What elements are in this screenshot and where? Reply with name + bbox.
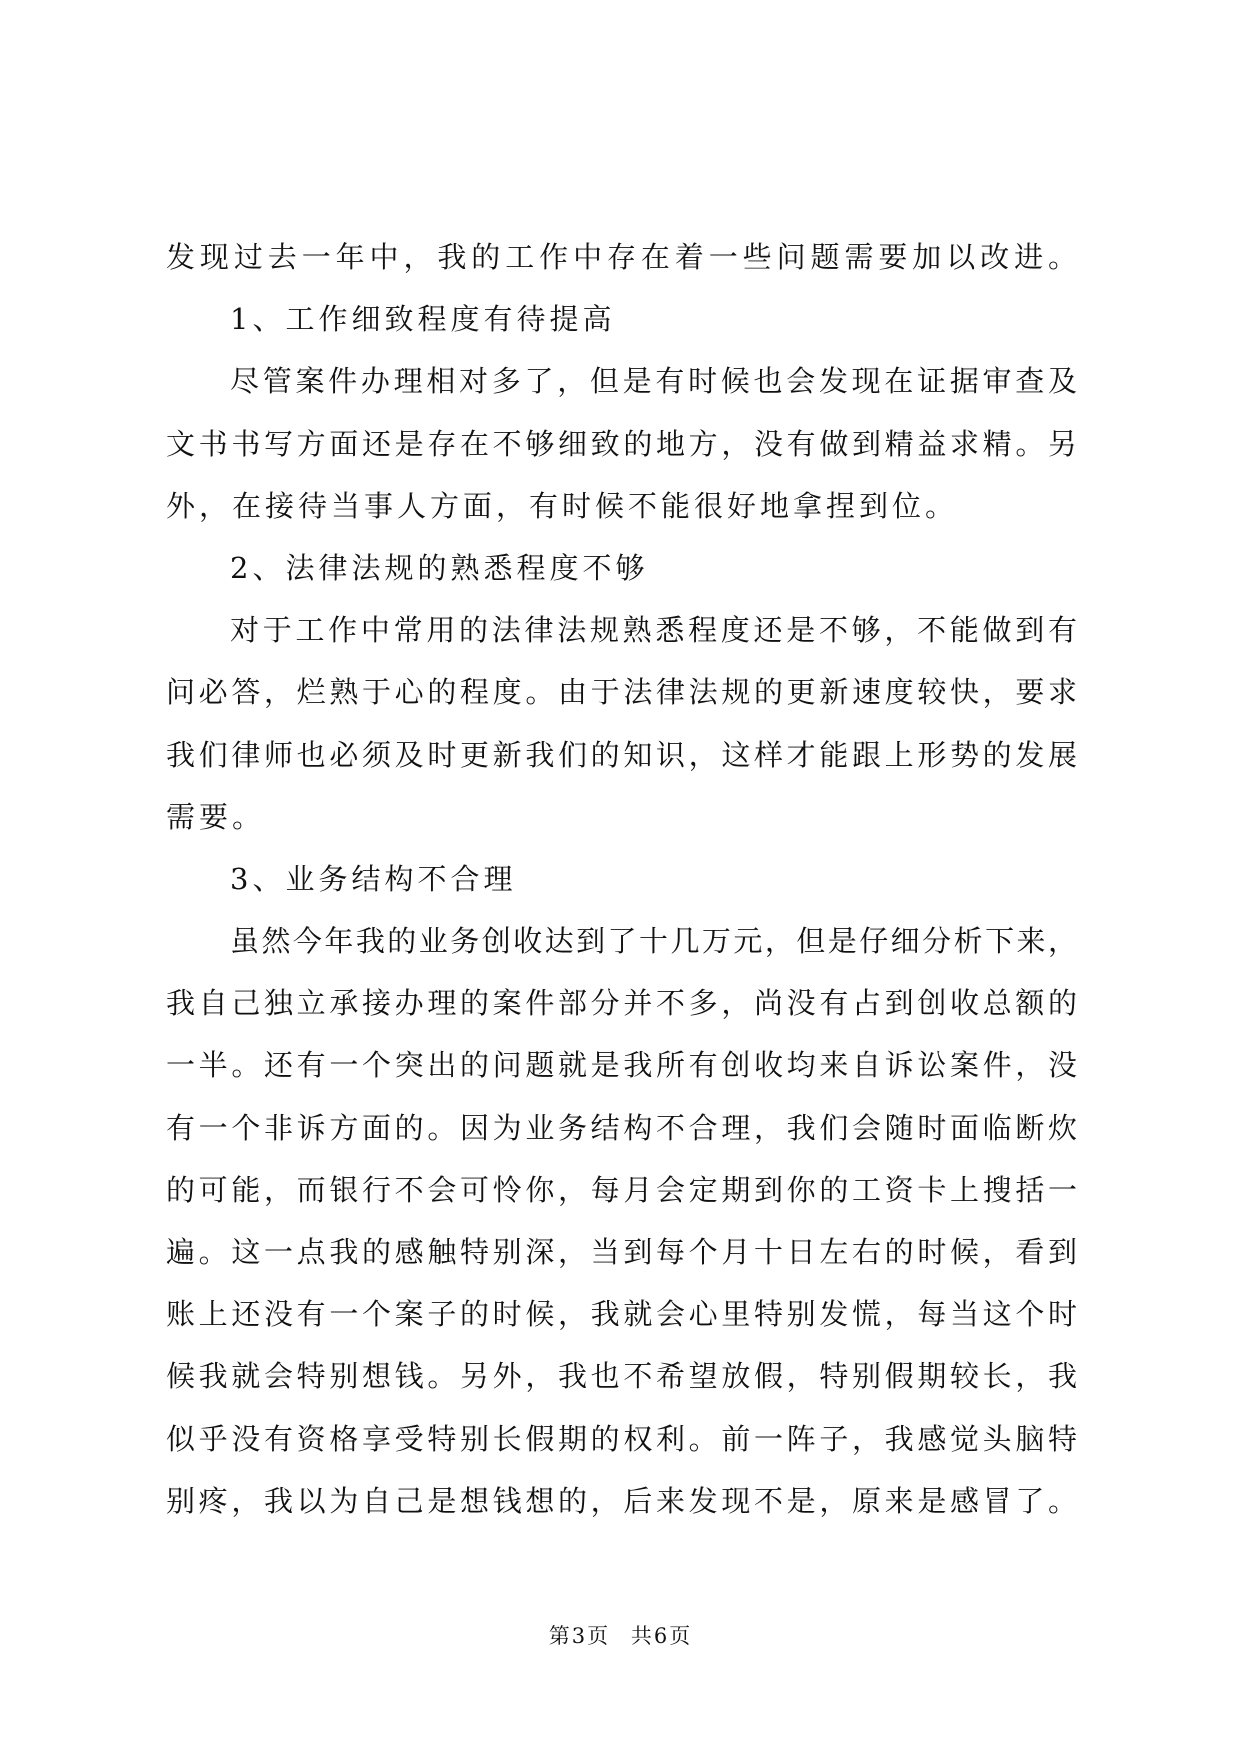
text-line: 候我就会特别想钱。另外，我也不希望放假，特别假期较长，我 [166, 1359, 1078, 1394]
text-line: 对于工作中常用的法律法规熟悉程度还是不够，不能做到有 [230, 613, 1078, 648]
text-line: 账上还没有一个案子的时候，我就会心里特别发慌，每当这个时 [166, 1297, 1078, 1332]
text-line: 虽然今年我的业务创收达到了十几万元，但是仔细分析下来， [230, 924, 1078, 959]
text-line: 遍。这一点我的感触特别深，当到每个月十日左右的时候，看到 [166, 1235, 1078, 1269]
text-line: 的可能，而银行不会可怜你，每月会定期到你的工资卡上搜括一 [166, 1172, 1078, 1207]
text-line: 问必答，烂熟于心的程度。由于法律法规的更新速度较快，要求 [166, 675, 1078, 710]
text-line: 有一个非诉方面的。因为业务结构不合理，我们会随时面临断炊 [166, 1110, 1078, 1145]
text-line: 需要。 [166, 799, 266, 834]
section-heading: 2、法律法规的熟悉程度不够 [230, 550, 649, 585]
text-line: 别疼，我以为自己是想钱想的，后来发现不是，原来是感冒了。 [166, 1483, 1078, 1518]
text-line: 我们律师也必须及时更新我们的知识，这样才能跟上形势的发展 [166, 737, 1078, 772]
text-line: 一半。还有一个突出的问题就是我所有创收均来自诉讼案件，没 [166, 1048, 1078, 1083]
text-line: 似乎没有资格享受特别长假期的权利。前一阵子，我感觉头脑特 [166, 1421, 1078, 1456]
page-total: 共6页 [630, 1624, 693, 1648]
document-body [166, 232, 1078, 1538]
text-line: 发现过去一年中，我的工作中存在着一些问题需要加以改进。 [166, 240, 1078, 274]
text-line: 尽管案件办理相对多了，但是有时候也会发现在证据审查及 [230, 364, 1078, 399]
text-line: 文书书写方面还是存在不够细致的地方，没有做到精益求精。另 [166, 426, 1078, 461]
page-footer [0, 1620, 1241, 1650]
section-heading: 3、业务结构不合理 [230, 861, 517, 896]
text-line: 我自己独立承接办理的案件部分并不多，尚没有占到创收总额的 [166, 986, 1078, 1021]
page-number: 第3页 [548, 1624, 611, 1648]
section-heading: 1、工作细致程度有待提高 [230, 302, 616, 337]
text-line: 外，在接待当事人方面，有时候不能很好地拿捏到位。 [166, 488, 959, 523]
